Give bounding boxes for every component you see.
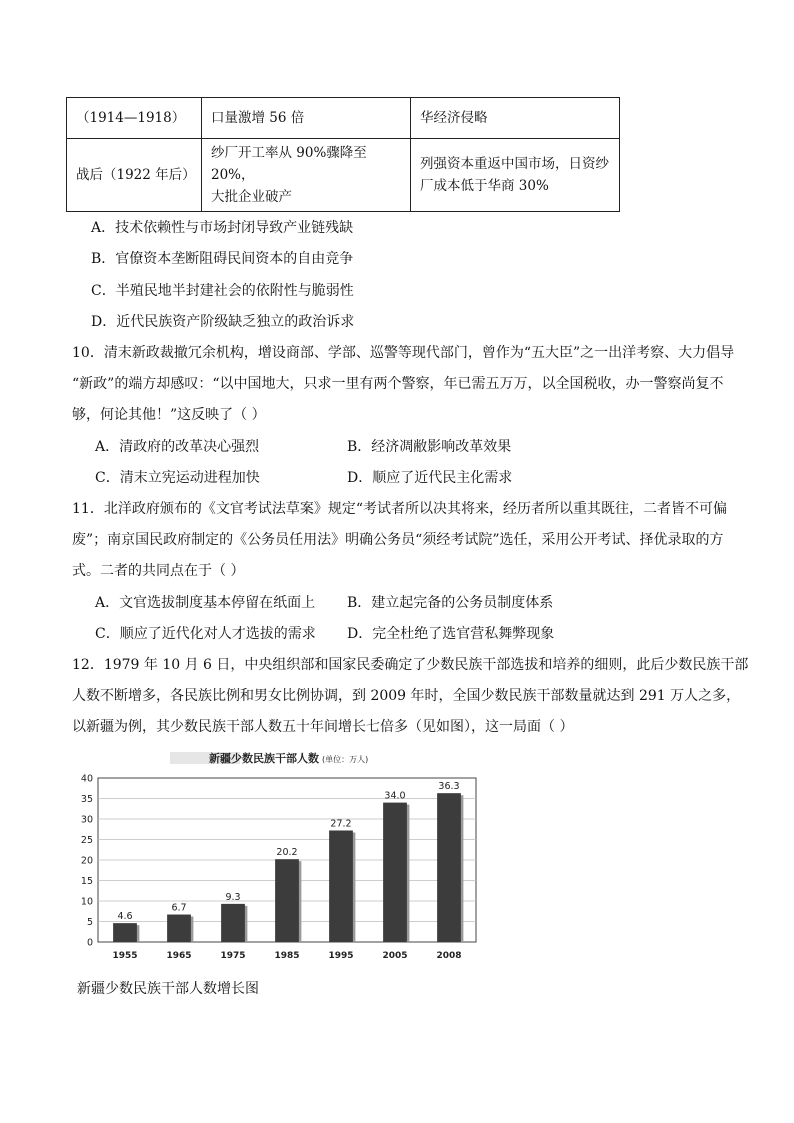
q10-option-c: C．清末立宪运动进程加快: [95, 470, 260, 486]
table-row: [67, 139, 620, 212]
q11-line-1: 11．北洋政府颁布的《文官考试法草案》规定“考试者所以决其将来，经历者所以重其既往，二者皆不可偏: [72, 501, 727, 517]
data-label: 20.2: [276, 847, 298, 859]
table-cell: [202, 139, 411, 212]
bar: [437, 793, 461, 942]
table-cell: （1914—1918）: [67, 98, 202, 139]
chart-caption: 新疆少数民族干部人数增长图: [77, 981, 259, 997]
y-tick-label: 40: [80, 773, 93, 785]
x-tick-label: 2008: [436, 951, 462, 961]
bar: [167, 915, 191, 942]
q10-line-1: 10．清末新政裁撤冗余机构，增设商部、学部、巡警等现代部门，曾作为“五大臣”之一出洋考察、大力倡导: [72, 345, 735, 361]
bar: [221, 904, 245, 942]
q11-option-d: D．完全杜绝了选官营私舞弊现象: [347, 626, 555, 642]
economy-table: [66, 97, 620, 212]
x-tick-label: 1955: [112, 951, 138, 961]
bar: [275, 859, 299, 942]
x-tick-label: 1975: [220, 951, 246, 961]
y-tick-label: 20: [80, 855, 93, 867]
y-tick-label: 25: [80, 835, 93, 846]
plot-area: [81, 774, 476, 962]
data-label: 6.7: [171, 902, 187, 914]
cadre-bar-chart: [72, 748, 484, 966]
cell-line: 列强资本重返中国市场，日资纱: [420, 156, 609, 172]
table-cell: 华经济侵略: [411, 98, 620, 139]
x-tick-label: 1965: [166, 951, 192, 961]
bar: [113, 923, 137, 942]
bar: [383, 803, 407, 942]
q9-option-c: C．半殖民地半封建社会的依附性与脆弱性: [91, 283, 354, 299]
q12-line-2: 人数不断增多，各民族比例和男女比例协调，到 2009 年时，全国少数民族干部数量就达到 291 万人之多，: [72, 688, 741, 704]
q11-option-b: B．建立起完备的公务员制度体系: [347, 595, 554, 611]
y-tick-label: 15: [80, 876, 93, 887]
x-tick-label: 2005: [382, 951, 408, 961]
q11-line-3: 式。二者的共同点在于（ ）: [72, 563, 245, 579]
q12-line-3: 以新疆为例，其少数民族干部人数五十年间增长七倍多（见如图），这一局面（ ）: [72, 719, 574, 735]
y-tick-label: 35: [80, 794, 93, 805]
x-tick-label: 1995: [328, 951, 354, 961]
q11-line-2: 废”；南京国民政府制定的《公务员任用法》明确公务员“须经考试院”选任，采用公开考试、择优录取的方: [72, 532, 724, 548]
y-tick-label: 5: [86, 917, 93, 928]
y-tick-label: 0: [86, 937, 93, 949]
cell-line: 大批企业破产: [211, 189, 292, 205]
data-label: 36.3: [438, 781, 460, 793]
q10-option-b: B．经济凋敝影响改革效果: [347, 439, 512, 455]
q10-option-a: A．清政府的改革决心强烈: [95, 439, 260, 455]
q9-option-a: A．技术依赖性与市场封闭导致产业链残缺: [91, 220, 354, 236]
x-tick-label: 1985: [274, 951, 300, 961]
y-tick-label: 30: [80, 814, 93, 826]
table-cell: 口量激增 56 倍: [202, 98, 411, 139]
chart-title-unit: (单位：万人): [322, 755, 369, 764]
y-tick-label: 10: [80, 896, 93, 908]
table-cell: [411, 139, 620, 212]
q11-option-a: A．文官选拔制度基本停留在纸面上: [95, 595, 316, 611]
data-label: 9.3: [225, 891, 241, 903]
data-label: 34.0: [384, 790, 406, 802]
bar: [329, 830, 353, 942]
data-label: 27.2: [330, 818, 352, 830]
data-label: 4.6: [117, 911, 133, 923]
q11-option-c: C．顺应了近代化对人才选拔的需求: [95, 626, 316, 642]
q9-option-d: D．近代民族资产阶级缺乏独立的政治诉求: [91, 314, 355, 330]
table-row: [67, 98, 620, 139]
chart-title: 新疆少数民族干部人数: [209, 752, 319, 765]
q10-line-3: 够，何论其他！”这反映了（ ）: [72, 407, 266, 423]
q9-option-b: B．官僚资本垄断阻碍民间资本的自由竞争: [91, 251, 354, 267]
cell-line: 厂成本低于华商 30%: [420, 178, 549, 194]
q12-line-1: 12．1979 年 10 月 6 日，中央组织部和国家民委确定了少数民族干部选拔和培养的细则，此后少数民族干部: [72, 657, 749, 673]
q10-line-2: “新政”的端方却感叹：“以中国地大，只求一里有两个警察，年已需五万万，以全国税收，办一警察尚复不: [72, 376, 724, 392]
q10-option-d: D．顺应了近代民主化需求: [347, 470, 513, 486]
table-cell: 战后（1922 年后）: [67, 139, 202, 212]
cell-line: 纱厂开工率从 90%骤降至 20%，: [211, 145, 367, 183]
